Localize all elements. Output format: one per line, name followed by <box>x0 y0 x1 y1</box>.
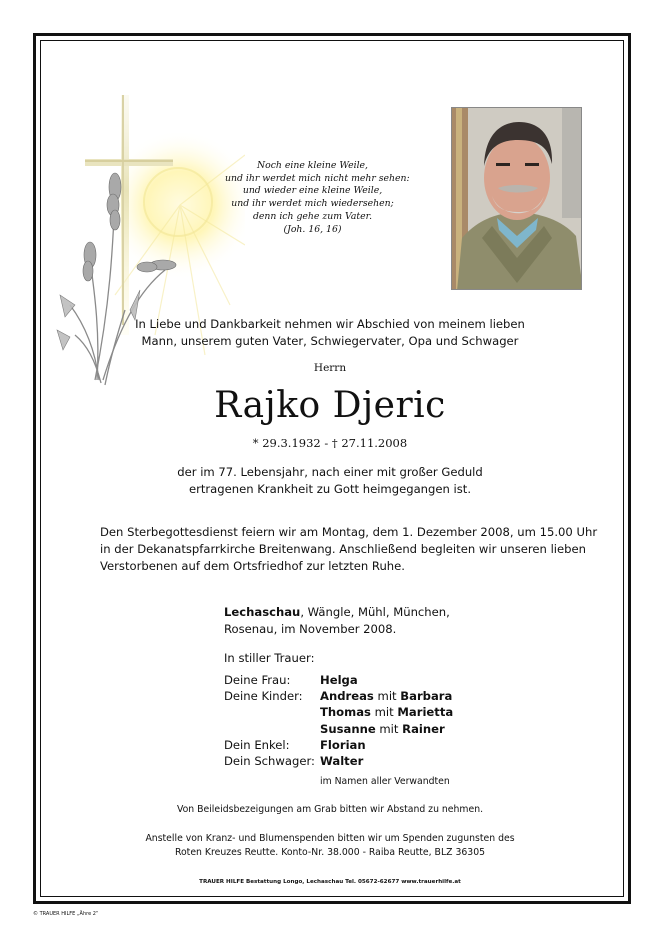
family-label: Deine Kinder: <box>224 689 303 704</box>
family-member: Rainer <box>402 721 445 736</box>
conjunction: mit <box>379 721 399 736</box>
intro-text <box>100 316 560 350</box>
place-town: Lechaschau <box>224 605 301 619</box>
family-member: Susanne <box>320 721 376 736</box>
cross-wheat-illustration <box>55 95 245 395</box>
condolence-note: Von Beileidsbezeigungen am Grab bitten wir Abstand zu nehmen. <box>176 804 484 815</box>
corner-copyright: © TRAUER HILFE „Ähre 2“ <box>33 911 99 917</box>
funeral-home-footer: TRAUER HILFE Bestattung Longo, Lechaschau Tel. 05672-62677 www.trauerhilfe.at <box>199 879 461 885</box>
family-member: Walter <box>320 753 364 768</box>
donation-note <box>80 832 580 859</box>
funeral-service-text <box>100 524 598 575</box>
mourning-heading: In stiller Trauer: <box>224 651 315 665</box>
conjunction: mit <box>374 705 394 720</box>
family-member: Florian <box>320 737 366 752</box>
verse-line: denn ich gehe zum Vater. <box>252 210 373 222</box>
bible-verse <box>225 160 410 236</box>
death-notice-line: ertragenen Krankheit zu Gott heimgegangen ist. <box>188 482 472 496</box>
intro-line: Mann, unserem guten Vater, Schwiegervater, Opa und Schwager <box>141 334 519 348</box>
death-notice <box>100 464 560 498</box>
verse-line: Noch eine kleine Weile, <box>256 160 369 171</box>
family-member: Marietta <box>397 705 454 720</box>
place-date: Rosenau, im November 2008. <box>224 622 397 636</box>
family-label: Deine Frau: <box>224 673 291 687</box>
conjunction: mit <box>377 689 397 704</box>
donation-line: Anstelle von Kranz- und Blumenspenden bitten wir um Spenden zugunsten des <box>145 833 515 844</box>
salutation: Herrn <box>313 362 347 374</box>
verse-line: und ihr werdet mich wiedersehen; <box>231 198 394 210</box>
service-line: Den Sterbegottesdienst feiern wir am Montag, dem 1. Dezember 2008, um 15.00 Uhr <box>100 525 598 539</box>
family-member: Helga <box>320 673 358 687</box>
intro-line: In Liebe und Dankbarkeit nehmen wir Abschied von meinem lieben <box>135 317 525 331</box>
verse-line: und ihr werdet mich nicht mehr sehen: <box>225 172 410 184</box>
service-line: Verstorbenen auf dem Ortsfriedhof zur letzten Ruhe. <box>100 559 405 573</box>
portrait-photo <box>451 107 582 290</box>
relatives-note: im Namen aller Verwandten <box>320 776 450 787</box>
family-member: Andreas <box>320 689 374 704</box>
life-dates: * 29.3.1932 - † 27.11.2008 <box>252 436 408 450</box>
verse-reference: (Joh. 16, 16) <box>283 223 342 235</box>
place-rest: , Wängle, Mühl, München, <box>300 605 450 619</box>
place-and-date <box>224 604 450 638</box>
family-member: Barbara <box>400 689 453 704</box>
donation-line: Roten Kreuzes Reutte. Konto-Nr. 38.000 - Raiba Reutte, BLZ 36305 <box>174 846 486 858</box>
family-label: Dein Enkel: <box>224 737 290 752</box>
service-line: in der Dekanatspfarrkirche Breitenwang. Anschließend begleiten wir unseren lieben <box>100 542 586 556</box>
verse-line: und wieder eine kleine Weile, <box>242 185 383 197</box>
death-notice-line: der im 77. Lebensjahr, nach einer mit großer Geduld <box>177 465 483 479</box>
deceased-name: Rajko Djeric <box>214 385 446 426</box>
family-label: Dein Schwager: <box>224 753 315 768</box>
family-member: Thomas <box>320 705 371 720</box>
